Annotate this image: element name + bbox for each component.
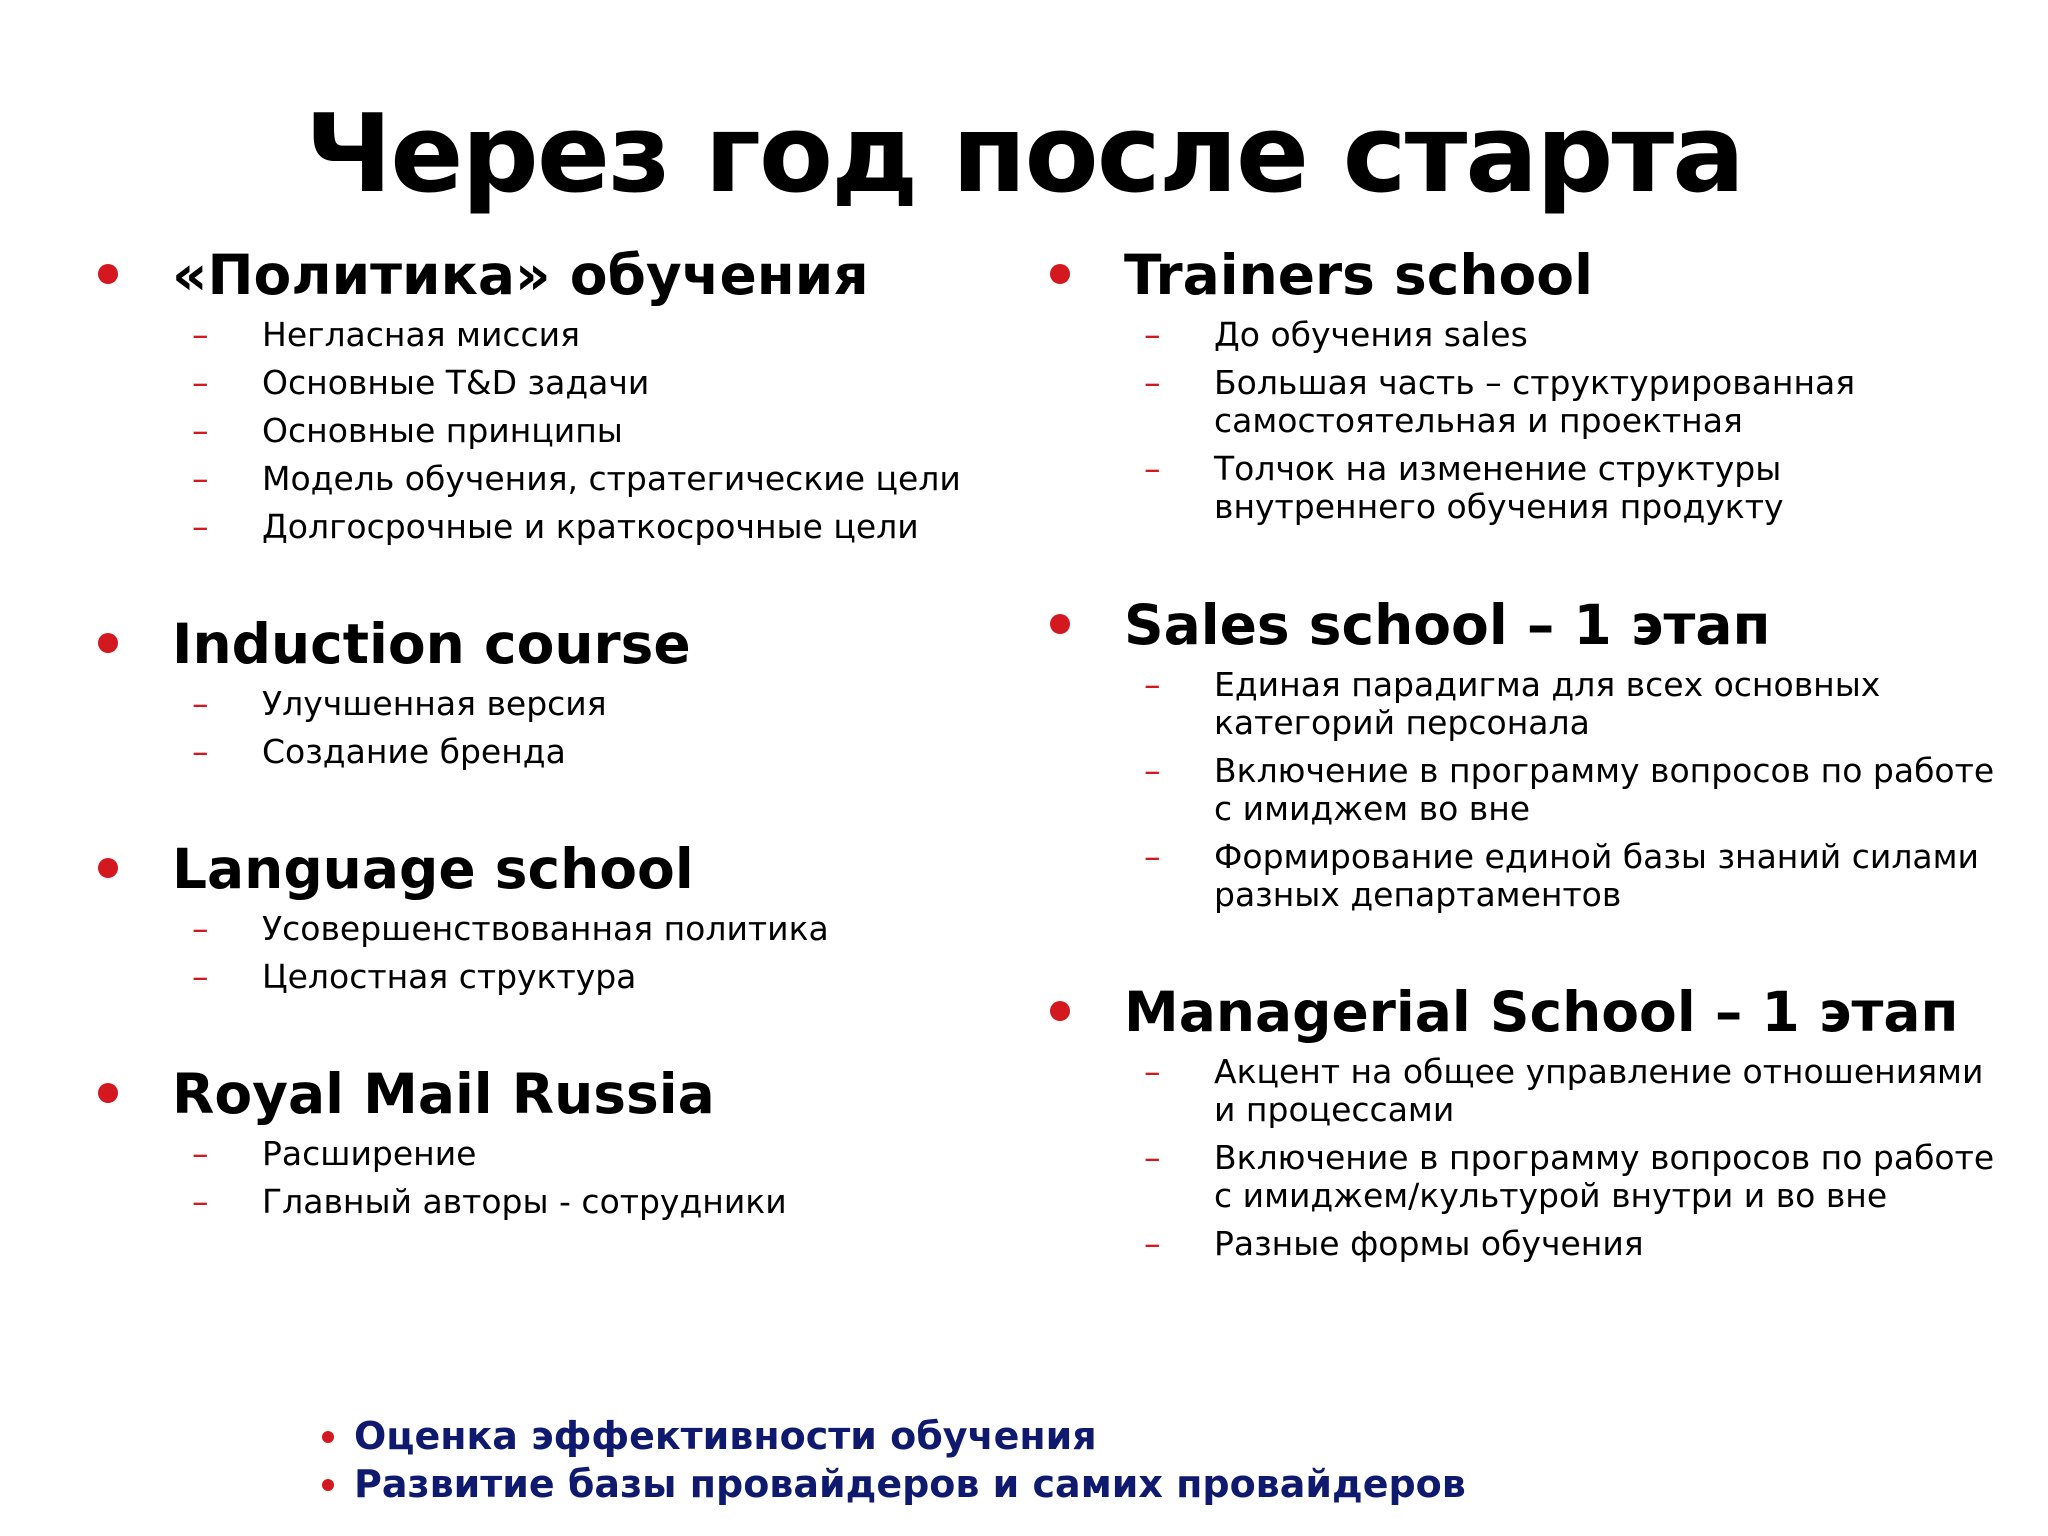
- section-trainers-school: [1052, 240, 2012, 536]
- list-item: – Создание бренда: [192, 732, 566, 771]
- list-item: – Целостная структура: [192, 957, 637, 996]
- bullet-icon: [1050, 1001, 1070, 1021]
- dash-icon: –: [192, 957, 209, 996]
- list-item: – Модель обучения, стратегические цели: [192, 459, 961, 498]
- list-item: – Основные принципы: [192, 411, 623, 450]
- bullet-icon: [322, 1479, 334, 1491]
- section-heading: Induction course: [172, 612, 691, 676]
- dash-icon: –: [192, 1182, 209, 1221]
- dash-icon: –: [1144, 751, 1161, 790]
- sub-list: [1052, 316, 2012, 526]
- dash-icon: –: [192, 459, 209, 498]
- footer-item: Оценка эффективности обучения: [322, 1412, 1466, 1460]
- section-managerial-school: [1052, 977, 2012, 1273]
- sub-list: [100, 685, 1000, 771]
- section-training-policy: [100, 240, 1000, 556]
- section-heading: «Политика» обучения: [172, 243, 869, 307]
- dash-icon: –: [192, 363, 209, 402]
- section-heading: Trainers school: [1124, 243, 1593, 307]
- list-item: – Основные T&D задачи: [192, 363, 650, 402]
- dash-icon: –: [1144, 665, 1161, 704]
- list-item: – Расширение: [192, 1134, 477, 1173]
- dash-icon: –: [192, 909, 209, 948]
- list-item: – До обучения sales: [1144, 315, 1528, 354]
- sub-list: [1052, 666, 2012, 914]
- list-item: – Разные формы обучения: [1144, 1224, 1644, 1263]
- dash-icon: –: [192, 732, 209, 771]
- list-item: – Единая парадигма для всех основных категорий персонала: [1144, 665, 1881, 742]
- list-item: – Усовершенствованная политика: [192, 909, 829, 948]
- list-item: – Акцент на общее управление отношениями и процессами: [1144, 1052, 1984, 1129]
- section-induction-course: [100, 609, 1000, 781]
- list-item: – Главный авторы - сотрудники: [192, 1182, 787, 1221]
- list-item: – Негласная миссия: [192, 315, 580, 354]
- list-item: – Долгосрочные и краткосрочные цели: [192, 507, 919, 546]
- dash-icon: –: [1144, 315, 1161, 354]
- section-heading: Sales school – 1 этап: [1124, 593, 1771, 657]
- footer-notes: [322, 1412, 1466, 1508]
- sub-list: [100, 1135, 1000, 1221]
- sub-list: [1052, 1053, 2012, 1263]
- list-item: – Большая часть – структурированная самостоятельная и проектная: [1144, 363, 1856, 440]
- list-item: – Включение в программу вопросов по работе с имиджем/культурой внутри и во вне: [1144, 1138, 1995, 1215]
- dash-icon: –: [1144, 1224, 1161, 1263]
- dash-icon: –: [192, 507, 209, 546]
- section-heading: Language school: [172, 837, 694, 901]
- slide-title: Через год после старта: [305, 92, 1743, 217]
- list-item: – Толчок на изменение структуры внутреннего обучения продукту: [1144, 449, 1784, 526]
- section-language-school: [100, 834, 1000, 1006]
- section-royal-mail-russia: [100, 1059, 1000, 1231]
- bullet-icon: [1050, 264, 1070, 284]
- dash-icon: –: [192, 315, 209, 354]
- bullet-icon: [98, 1083, 118, 1103]
- bullet-icon: [322, 1431, 334, 1443]
- list-item: – Формирование единой базы знаний силами разных департаментов: [1144, 837, 1979, 914]
- sub-list: [100, 316, 1000, 546]
- list-item: – Включение в программу вопросов по работе с имиджем во вне: [1144, 751, 1995, 828]
- dash-icon: –: [1144, 1138, 1161, 1177]
- bullet-icon: [98, 858, 118, 878]
- sub-list: [100, 910, 1000, 996]
- dash-icon: –: [1144, 1052, 1161, 1091]
- section-sales-school: [1052, 590, 2012, 924]
- dash-icon: –: [1144, 363, 1161, 402]
- dash-icon: –: [1144, 837, 1161, 876]
- bullet-icon: [98, 633, 118, 653]
- list-item: – Улучшенная версия: [192, 684, 607, 723]
- dash-icon: –: [192, 684, 209, 723]
- dash-icon: –: [192, 411, 209, 450]
- section-heading: Managerial School – 1 этап: [1124, 980, 1959, 1044]
- bullet-icon: [1050, 614, 1070, 634]
- dash-icon: –: [1144, 449, 1161, 488]
- dash-icon: –: [192, 1134, 209, 1173]
- bullet-icon: [98, 264, 118, 284]
- section-heading: Royal Mail Russia: [172, 1062, 715, 1126]
- footer-item: Развитие базы провайдеров и самих провайдеров: [322, 1460, 1466, 1508]
